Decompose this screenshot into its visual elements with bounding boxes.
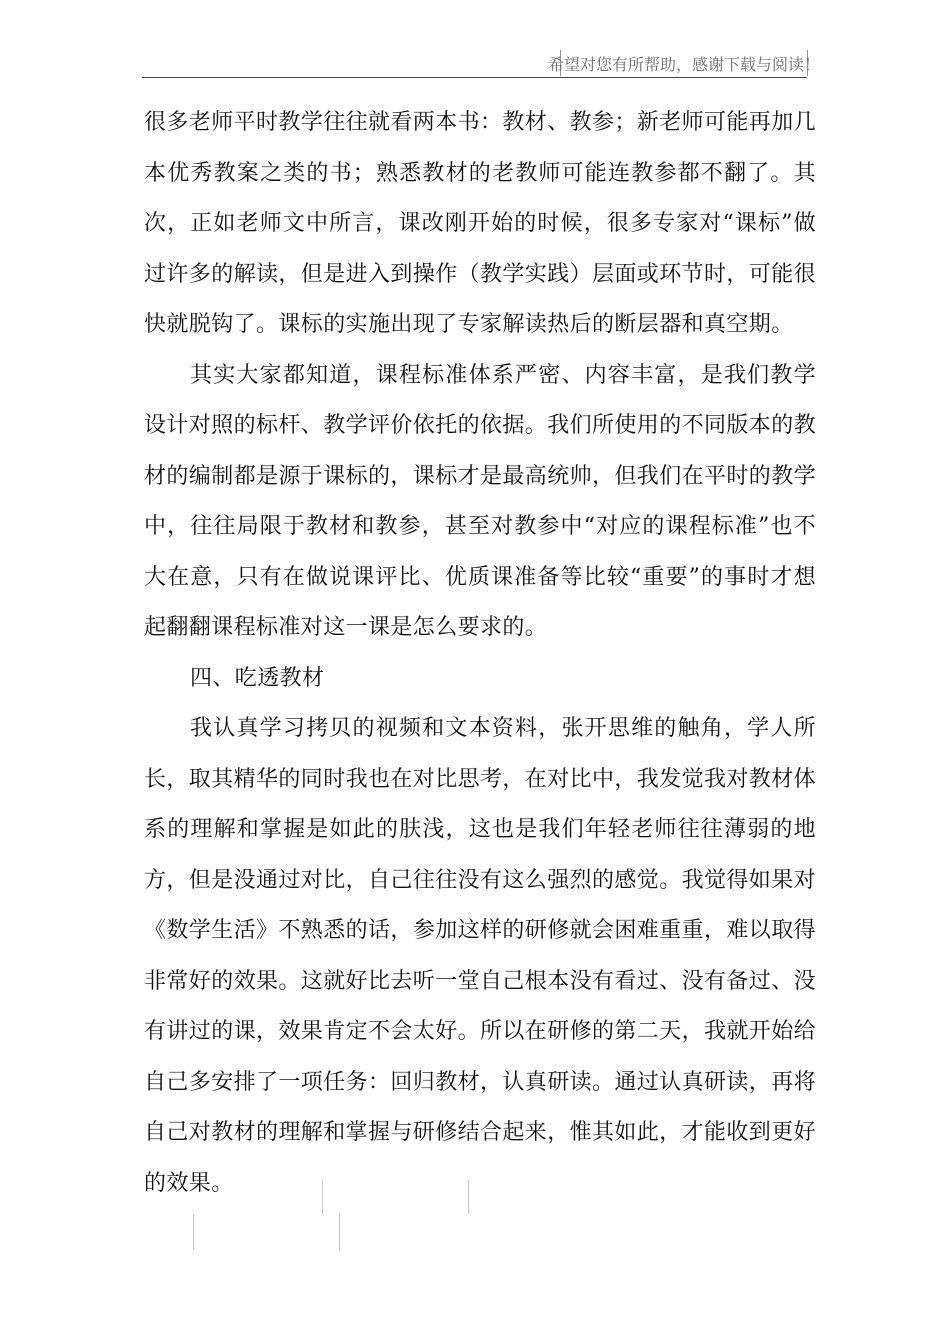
document-body	[144, 98, 816, 1209]
paragraph-3: 我认真学习拷贝的视频和文本资料，张开思维的触角，学人所长，取其精华的同时我也在对比思考，在对比中，我发觉我对教材体系的理解和掌握是如此的肤浅，这也是我们年轻老师往往薄弱的地方，但是没通过对比，自己往往没有这么强烈的感觉。我觉得如果对《数学生活》不熟悉的话，参加这样的研修就会困难重重，难以取得非常好的效果。这就好比去听一堂自己根本没有看过、没有备过、没有讲过的课，效果肯定不会太好。所以在研修的第二天，我就开始给自己多安排了一项任务：回归教材，认真研读。通过认真研读，再将自己对教材的理解和掌握与研修结合起来，惟其如此，才能收到更好的效果。	[144, 716, 817, 1196]
table-remnant-line-2	[468, 1180, 469, 1214]
paragraph-2: 其实大家都知道，课程标准体系严密、内容丰富，是我们教学设计对照的标杆、教学评价依托的依据。我们所使用的不同版本的教材的编制都是源于课标的，课标才是最高统帅，但我们在平时的教学中，往往局限于教材和教参，甚至对教参中“对应的课程标准”也不大在意，只有在做说课评比、优质课准备等比较“重要”的事时才想起翻翻课程标准对这一课是怎么要求的。	[144, 362, 817, 640]
header-rule	[142, 77, 807, 78]
table-remnant-line-1	[322, 1180, 323, 1214]
header-banner-text: 希望对您有所帮助，感谢下载与阅读！	[548, 54, 821, 74]
table-remnant-line-4	[339, 1214, 340, 1250]
section-heading: 四、吃透教材	[190, 665, 325, 691]
header-banner	[548, 50, 821, 76]
table-remnant-line-3	[193, 1214, 194, 1250]
paragraph-1: 很多老师平时教学往往就看两本书：教材、教参；新老师可能再加几本优秀教案之类的书；熟悉教材的老教师可能连教参都不翻了。其次，正如老师文中所言，课改刚开始的时候，很多专家对“课标”做过许多的解读，但是进入到操作（教学实践）层面或环节时，可能很快就脱钩了。课标的实施出现了专家解读热后的断层器和真空期。	[144, 110, 817, 337]
